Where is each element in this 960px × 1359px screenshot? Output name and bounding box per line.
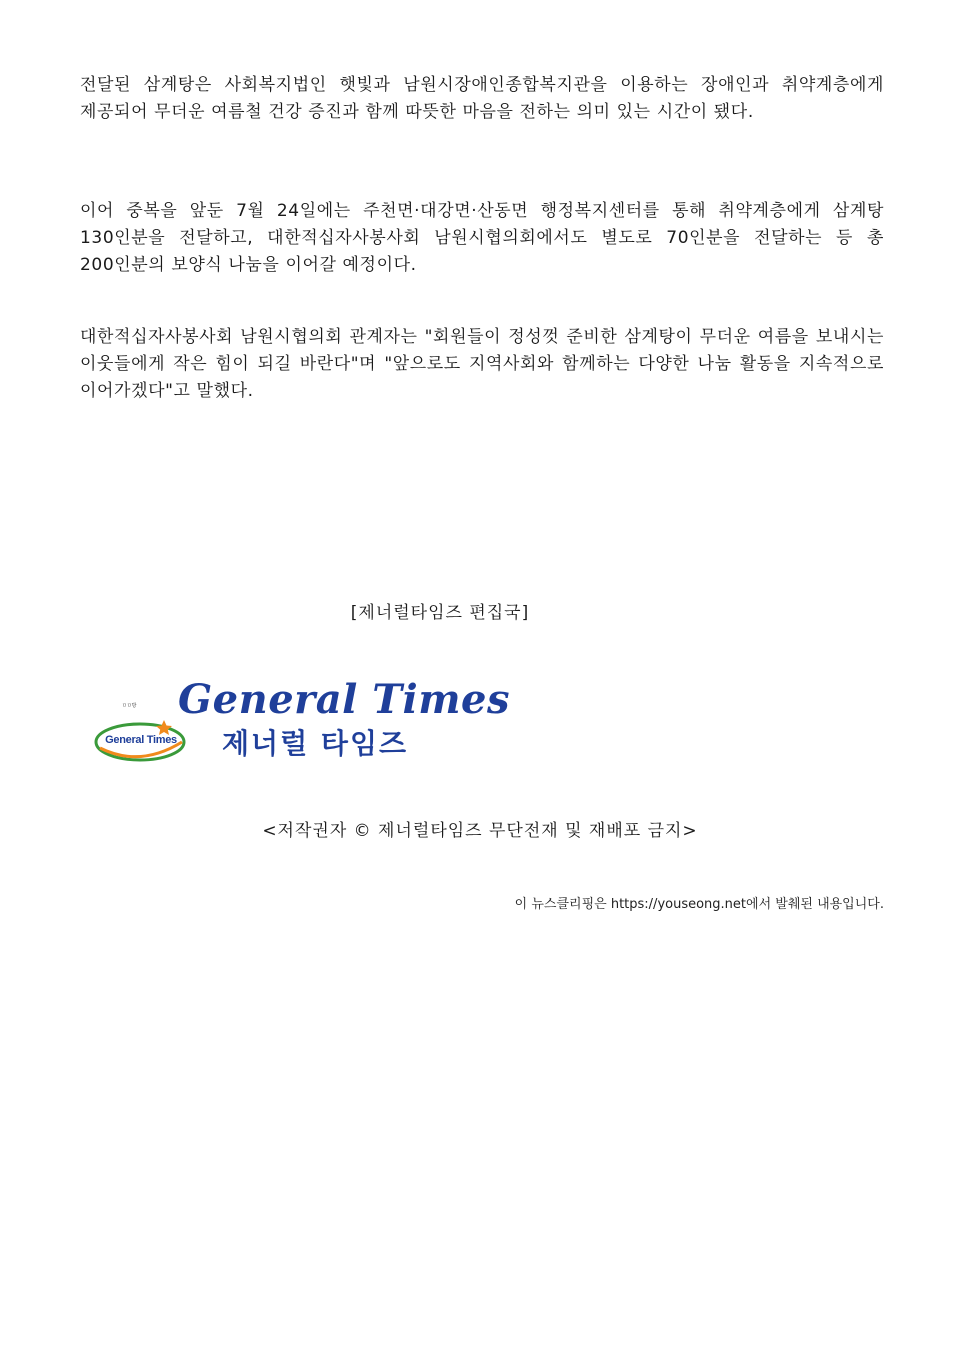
logo-korean-name: 제너럴 타임즈 [222,727,409,760]
article-byline: [제너럴타임즈 편집국] [350,603,530,623]
logo-badge-text: General Times [105,734,177,746]
copyright-notice: <저작권자 © 제너럴타임즈 무단전재 및 재배포 금지> [262,821,698,841]
general-times-logo [94,676,511,772]
article-paragraph-1: 전달된 삼계탕은 사회복지법인 햇빛과 남원시장애인종합복지관을 이용하는 장애인과 취약계층에게 제공되어 무더운 여름철 건강 증진과 함께 따뜻한 마음을 전하는 의미 있는 시간이 됐다. [80,75,884,122]
article-paragraph-3: 대한적십자사봉사회 남원시협의회 관계자는 "회원들이 정성껏 준비한 삼계탕이 무더운 여름을 보내시는 이웃들에게 작은 힘이 되길 바란다"며 "앞으로도 지역사회와 함께하는 다양한 나눔 활동을 지속적으로 이어가겠다"고 말했다. [80,327,884,401]
logo-tiny-text: ㅁㅁ방 [122,703,137,709]
logo-english-name: General Times [178,676,511,723]
logo-badge [94,718,190,764]
source-note: 이 뉴스클리핑은 https://youseong.net에서 발췌된 내용입니다. [514,897,884,912]
article-paragraph-2: 이어 중복을 앞둔 7월 24일에는 주천면·대강면·산동면 행정복지센터를 통해 취약계층에게 삼계탕 130인분을 전달하고, 대한적십자사봉사회 남원시협의회에서도 별도로 70인분을 전달하는 등 총 200인분의 보양식 나눔을 이어갈 예정이다. [80,201,884,275]
